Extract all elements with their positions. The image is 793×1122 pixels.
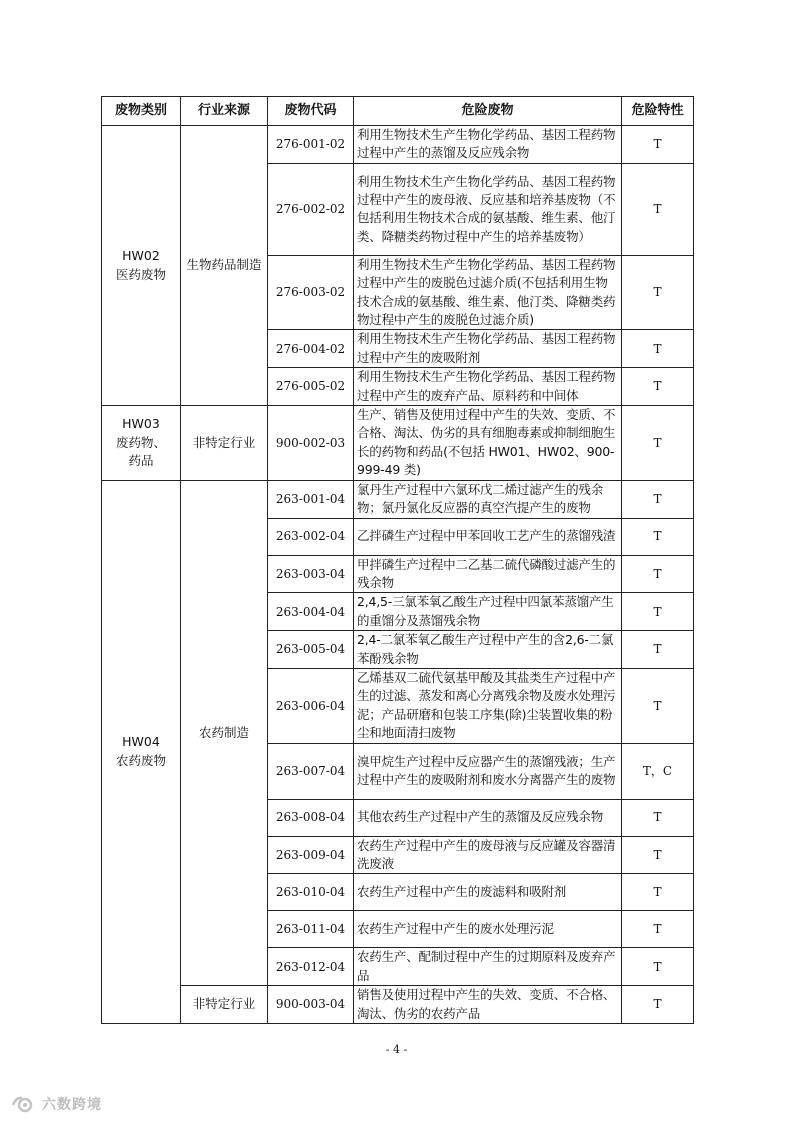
hazard-characteristic-cell: T	[622, 593, 694, 631]
industry-source-cell: 非特定行业	[181, 406, 268, 481]
hazard-characteristic-cell: T	[622, 163, 694, 255]
hazard-characteristic-cell: T	[622, 518, 694, 555]
hazard-characteristic-cell: T	[622, 368, 694, 406]
waste-code-cell: 276-004-02	[268, 330, 354, 368]
waste-code-cell: 263-012-04	[268, 948, 354, 986]
industry-source-cell: 生物药品制造	[181, 126, 268, 406]
table-body	[102, 126, 694, 1024]
header-characteristic: 危险特性	[622, 97, 694, 126]
waste-code-cell: 263-009-04	[268, 836, 354, 874]
table-row	[102, 126, 694, 164]
waste-code-cell: 263-007-04	[268, 743, 354, 799]
waste-description-cell: 溴甲烷生产过程中反应器产生的蒸馏残液；生产过程中产生的废吸附剂和废水分离器产生的废物	[354, 743, 622, 799]
waste-code-cell: 263-008-04	[268, 799, 354, 836]
waste-description-cell: 销售及使用过程中产生的失效、变质、不合格、淘汰、伪劣的农药产品	[354, 986, 622, 1024]
waste-description-cell: 氯丹生产过程中六氯环戊二烯过滤产生的残余物；氯丹氯化反应器的真空汽提产生的废物	[354, 480, 622, 518]
hazard-characteristic-cell: T	[622, 799, 694, 836]
waste-description-cell: 生产、销售及使用过程中产生的失效、变质、不合格、淘汰、伪劣的具有细胞毒素或抑制细胞生长的药物和药品(不包括 HW01、HW02、900-999-49 类)	[354, 406, 622, 481]
hazard-characteristic-cell: T	[622, 555, 694, 593]
hazardous-waste-table	[101, 96, 694, 1024]
industry-source-cell: 农药制造	[181, 480, 268, 986]
waste-code-cell: 263-011-04	[268, 911, 354, 948]
hazard-characteristic-cell: T	[622, 631, 694, 669]
waste-description-cell: 利用生物技术生产生物化学药品、基因工程药物过程中产生的废母液、反应基和培养基废物（不包括利用生物技术合成的氨基酸、维生素、他汀类、降糖类药物过程中产生的培养基废物）	[354, 163, 622, 255]
header-category: 废物类别	[102, 97, 181, 126]
waste-description-cell: 利用生物技术生产生物化学药品、基因工程药物过程中产生的废脱色过滤介质(不包括利用生物技术合成的氨基酸、维生素、他汀类、降糖类药物过程中产生的废脱色过滤介质)	[354, 255, 622, 330]
waste-category-cell: HW03 废药物、 药品	[102, 406, 181, 481]
waste-code-cell: 900-003-04	[268, 986, 354, 1024]
hazard-characteristic-cell: T	[622, 330, 694, 368]
waste-code-cell: 263-010-04	[268, 874, 354, 911]
watermark	[10, 1094, 102, 1114]
header-waste: 危险废物	[354, 97, 622, 126]
hazard-characteristic-cell: T	[622, 668, 694, 743]
waste-description-cell: 利用生物技术生产生物化学药品、基因工程药物过程中产生的废吸附剂	[354, 330, 622, 368]
hazard-characteristic-cell: T	[622, 406, 694, 481]
header-code: 废物代码	[268, 97, 354, 126]
waste-description-cell: 利用生物技术生产生物化学药品、基因工程药物过程中产生的蒸馏及反应残余物	[354, 126, 622, 164]
waste-code-cell: 276-005-02	[268, 368, 354, 406]
eye-logo-icon	[10, 1095, 36, 1113]
page-number: - 4 -	[385, 1043, 408, 1056]
waste-description-cell: 农药生产、配制过程中产生的过期原料及废弃产品	[354, 948, 622, 986]
waste-description-cell: 农药生产过程中产生的废母液与反应罐及容器清洗废液	[354, 836, 622, 874]
hazard-characteristic-cell: T	[622, 948, 694, 986]
waste-code-cell: 263-001-04	[268, 480, 354, 518]
waste-code-cell: 263-002-04	[268, 518, 354, 555]
hazard-characteristic-cell: T	[622, 255, 694, 330]
waste-code-cell: 276-003-02	[268, 255, 354, 330]
waste-code-cell: 263-005-04	[268, 631, 354, 669]
waste-description-cell: 农药生产过程中产生的废滤料和吸附剂	[354, 874, 622, 911]
waste-code-cell: 263-004-04	[268, 593, 354, 631]
waste-category-cell: HW04 农药废物	[102, 480, 181, 1023]
waste-description-cell: 乙拌磷生产过程中甲苯回收工艺产生的蒸馏残渣	[354, 518, 622, 555]
waste-code-cell: 276-002-02	[268, 163, 354, 255]
waste-description-cell: 乙烯基双二硫代氨基甲酸及其盐类生产过程中产生的过滤、蒸发和离心分离残余物及废水处理污泥；产品研磨和包装工序集(除)尘装置收集的粉尘和地面清扫废物	[354, 668, 622, 743]
hazard-characteristic-cell: T	[622, 126, 694, 164]
hazard-characteristic-cell: T，C	[622, 743, 694, 799]
hazard-characteristic-cell: T	[622, 874, 694, 911]
hazard-characteristic-cell: T	[622, 986, 694, 1024]
watermark-text: 六数跨境	[42, 1097, 102, 1113]
waste-description-cell: 2,4,5-三氯苯氧乙酸生产过程中四氯苯蒸馏产生的重馏分及蒸馏残余物	[354, 593, 622, 631]
waste-code-cell: 263-003-04	[268, 555, 354, 593]
hazard-characteristic-cell: T	[622, 836, 694, 874]
waste-description-cell: 利用生物技术生产生物化学药品、基因工程药物过程中产生的废弃产品、原料药和中间体	[354, 368, 622, 406]
header-industry: 行业来源	[181, 97, 268, 126]
waste-code-cell: 276-001-02	[268, 126, 354, 164]
hazard-characteristic-cell: T	[622, 911, 694, 948]
table-header-row	[102, 97, 694, 126]
waste-description-cell: 甲拌磷生产过程中二乙基二硫代磷酸过滤产生的残余物	[354, 555, 622, 593]
hazard-characteristic-cell: T	[622, 480, 694, 518]
table-row	[102, 406, 694, 481]
waste-description-cell: 2,4-二氯苯氧乙酸生产过程中产生的含2,6-二氯苯酚残余物	[354, 631, 622, 669]
waste-code-cell: 263-006-04	[268, 668, 354, 743]
waste-description-cell: 其他农药生产过程中产生的蒸馏及反应残余物	[354, 799, 622, 836]
waste-category-cell: HW02 医药废物	[102, 126, 181, 406]
table-row	[102, 480, 694, 518]
waste-description-cell: 农药生产过程中产生的废水处理污泥	[354, 911, 622, 948]
industry-source-cell: 非特定行业	[181, 986, 268, 1024]
waste-code-cell: 900-002-03	[268, 406, 354, 481]
table-row	[102, 986, 694, 1024]
